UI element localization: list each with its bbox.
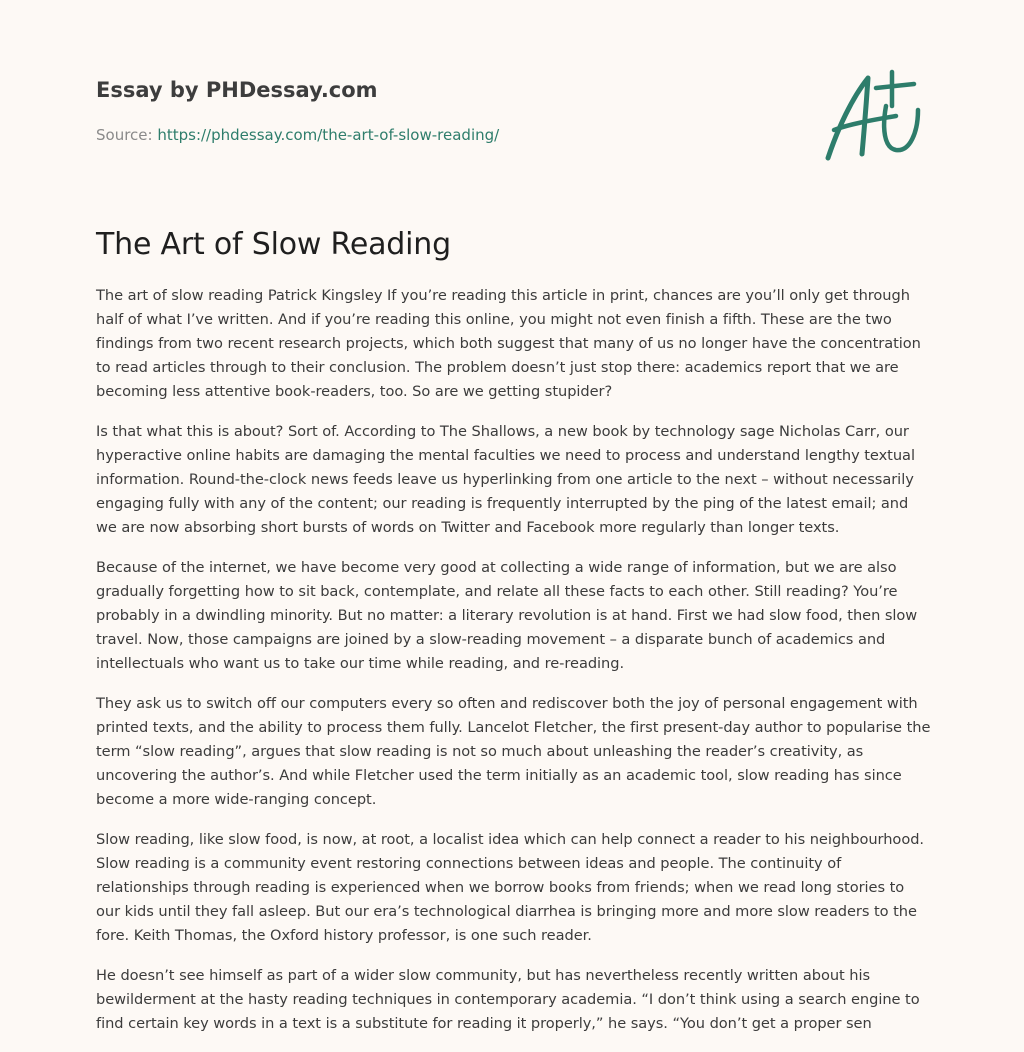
source-line [96,124,796,146]
article-paragraph: He doesn’t see himself as part of a wider slow community, but has nevertheless recently written about his bewilderment at the hasty reading techniques in contemporary academia. “I don’t think using a search engine to find certain key words in a text is a substitute for reading it properly,” he says. “You don’t get a proper sen [96,967,920,1032]
source-link[interactable]: https://phdessay.com/the-art-of-slow-reading/ [157,126,500,144]
article-paragraph: Slow reading, like slow food, is now, at root, a localist idea which can help connect a reader to his neighbourhood. Slow reading is a community event restoring connections between ideas and people. The continuity of relationships through reading is experienced when we borrow books from friends; when we read long stories to our kids until they fall asleep. But our era’s technological diarrhea is bringing more and more slow readers to the fore. Keith Thomas, the Oxford history professor, is one such reader. [96,831,924,944]
article-title: The Art of Slow Reading [96,227,451,262]
article-paragraph: Is that what this is about? Sort of. According to The Shallows, a new book by technology sage Nicholas Carr, our hyperactive online habits are damaging the mental faculties we need to process and understand lengthy textual information. Round-the-clock news feeds leave us hyperlinking from one article to the next – without necessarily engaging fully with any of the content; our reading is frequently interrupted by the ping of the latest email; and we are now absorbing short bursts of words on Twitter and Facebook more regularly than longer texts. [96,423,915,536]
source-label: Source: [96,126,158,144]
article-body [96,284,932,1052]
article-paragraph: The art of slow reading Patrick Kingsley If you’re reading this article in print, chances are you’ll only get through half of what I’ve written. And if you’re reading this online, you might not even finish a fifth. These are the two findings from two recent research projects, which both suggest that many of us no longer have the concentration to read articles through to their conclusion. The problem doesn’t just stop there: academics report that we are becoming less attentive book-readers, too. So are we getting stupider? [96,287,921,400]
article-paragraph: They ask us to switch off our computers every so often and rediscover both the joy of personal engagement with printed texts, and the ability to process them fully. Lancelot Fletcher, the first present-day author to popularise the term “slow reading”, argues that slow reading is not so much about unleashing the reader’s creativity, as uncovering the author’s. And while Fletcher used the term initially as an academic tool, slow reading has since become a more wide-ranging concept. [96,695,931,808]
a-plus-icon [822,66,926,166]
page-header [96,74,796,146]
article-paragraph: Because of the internet, we have become very good at collecting a wide range of information, but we are also gradually forgetting how to sit back, contemplate, and relate all these facts to each other. Still reading? You’re probably in a dwindling minority. But no matter: a literary revolution is at hand. First we had slow food, then slow travel. Now, those campaigns are joined by a slow-reading movement – a disparate bunch of academics and intellectuals who want us to take our time while reading, and re-reading. [96,559,918,672]
site-brand: Essay by PHDessay.com [96,78,378,102]
